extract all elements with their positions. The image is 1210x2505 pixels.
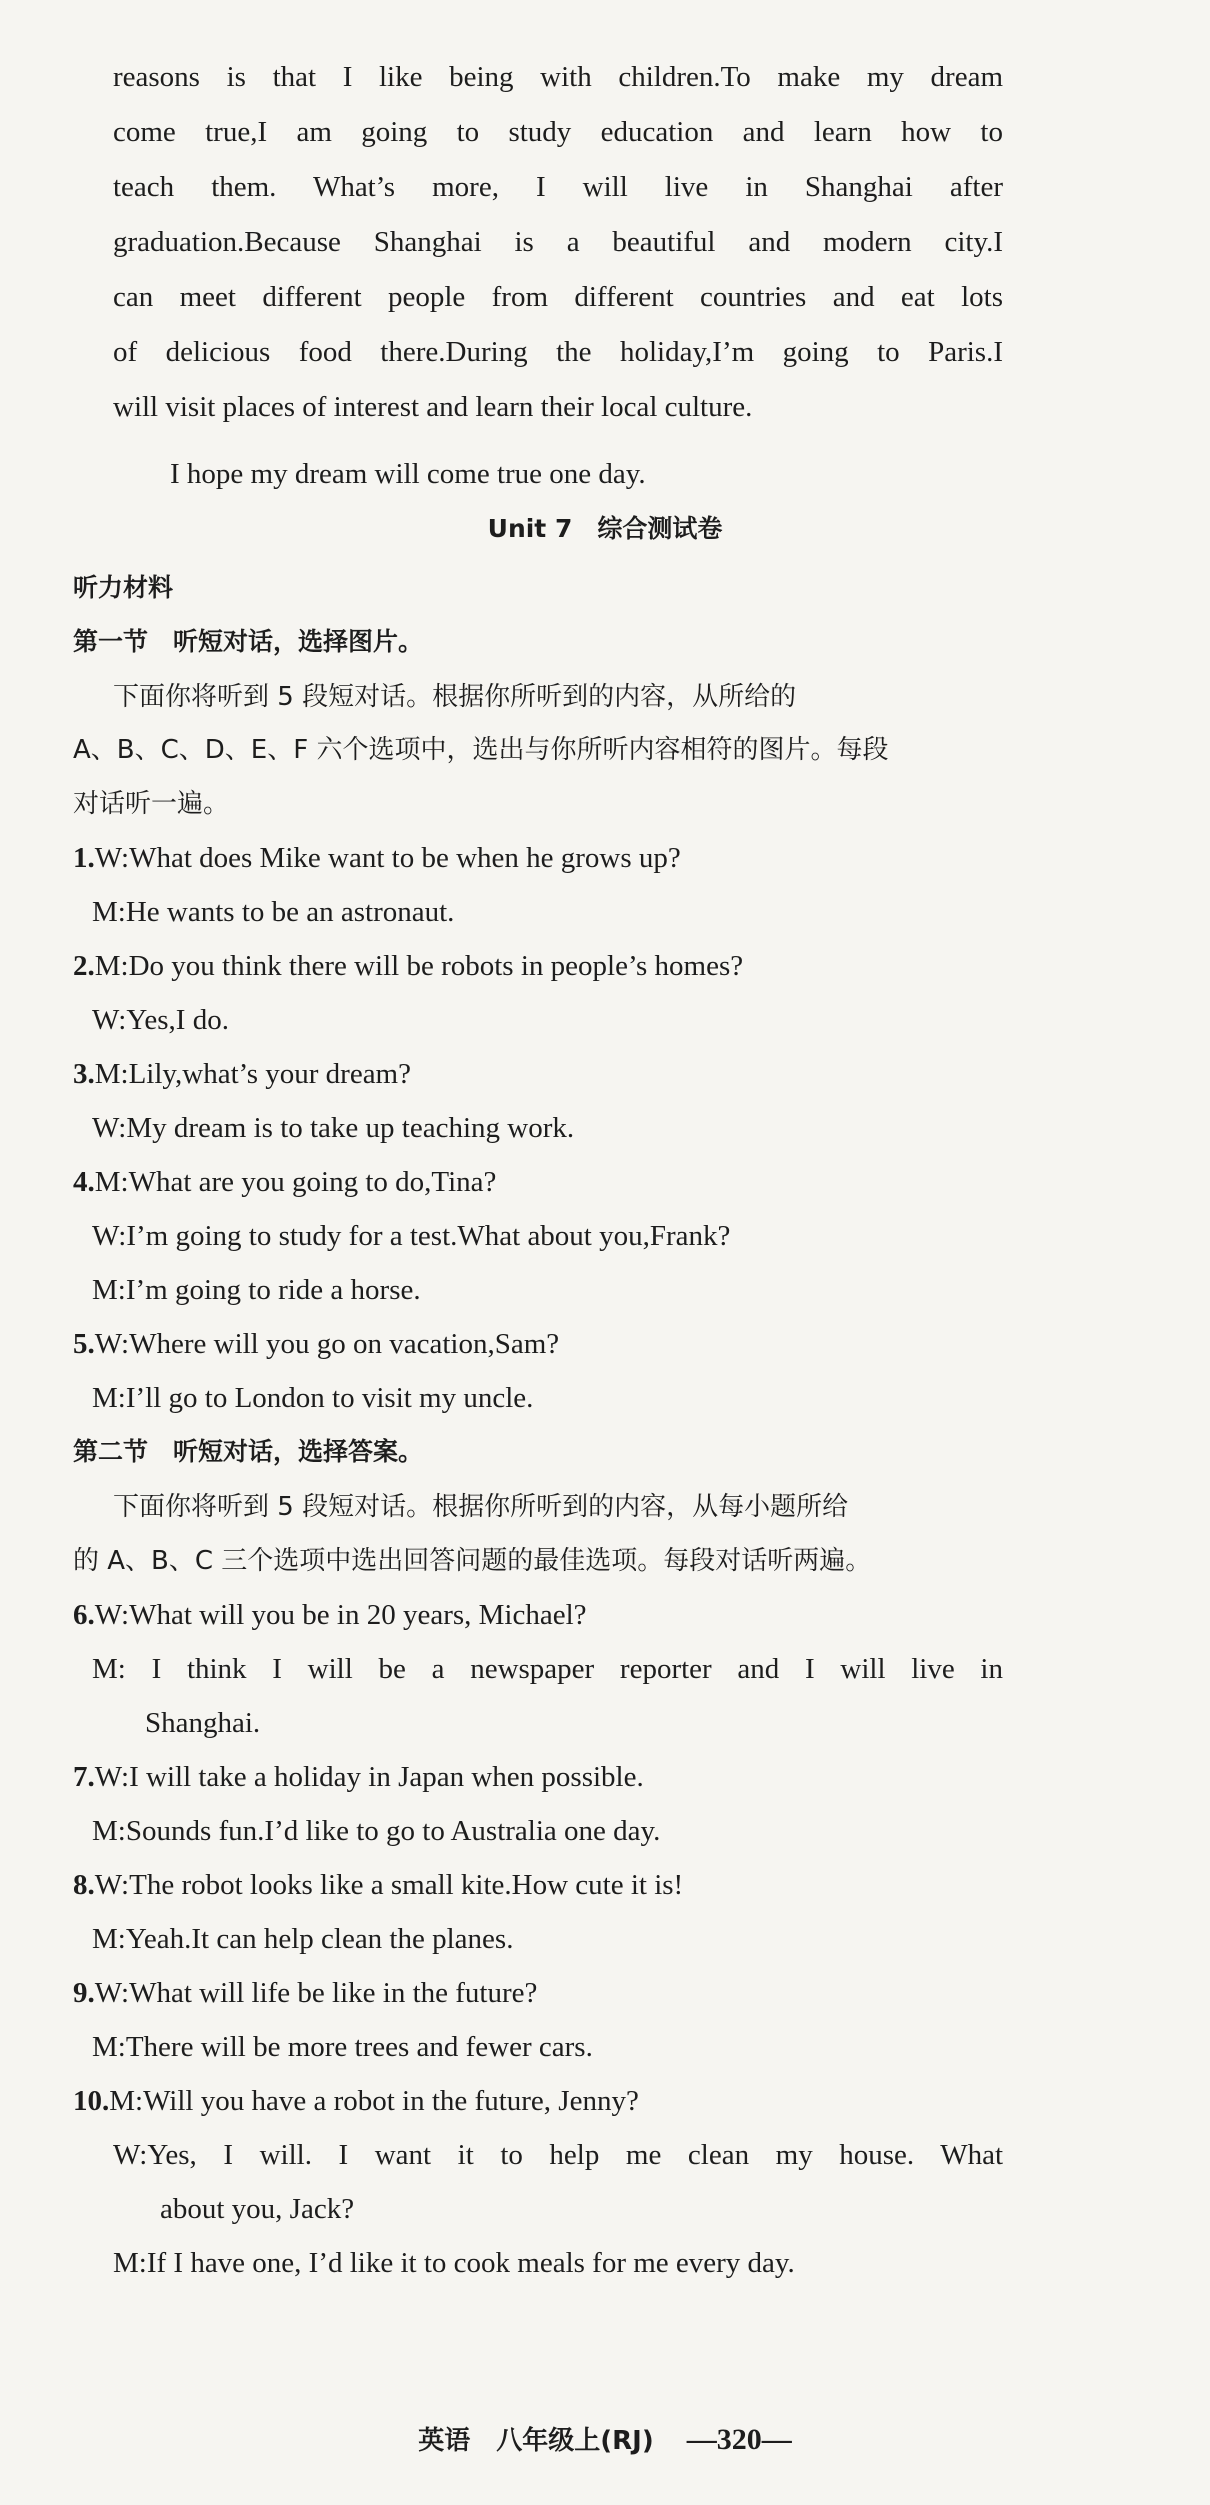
item-number: 1. (73, 842, 95, 874)
dialogue-line: W:Yes, I will. I want it to help me clean my house. What (113, 2139, 1003, 2171)
part1-instruction-line: A、B、C、D、E、F 六个选项中，选出与你所听内容相符的图片。每段 (73, 735, 889, 765)
item-number: 8. (73, 1869, 95, 1901)
essay-line: will visit places of interest and learn their local culture. (113, 391, 753, 423)
dialogue-line: M:What are you going to do,Tina? (94, 1166, 497, 1198)
dialogue-line: W:What does Mike want to be when he grows up? (94, 842, 681, 874)
dialogue-line: M:Yeah.It can help clean the planes. (92, 1923, 514, 1955)
dialogue-item (73, 1595, 587, 1635)
dialogue-line: M:Lily,what’s your dream? (94, 1058, 411, 1090)
dialogue-line: about you, Jack? (160, 2193, 355, 2225)
part1-title: 第一节 听短对话，选择图片。 (73, 627, 424, 656)
dialogue-item (73, 1054, 411, 1094)
part2-instruction-line: 下面你将听到 5 段短对话。根据你所听到的内容，从每小题所给 (113, 1492, 849, 1522)
section-label: 听力材料 (73, 573, 174, 602)
unit-title: Unit 7 综合测试卷 (487, 514, 723, 543)
essay-line: reasons is that I like being with children.To make my dream (113, 61, 1003, 93)
essay-closing: I hope my dream will come true one day. (170, 458, 646, 490)
dialogue-item (73, 1162, 496, 1202)
dialogue-item (73, 1324, 559, 1364)
dialogue-item (73, 1757, 644, 1797)
dialogue-line: M:I’ll go to London to visit my uncle. (92, 1382, 534, 1414)
dialogue-wrap (92, 1642, 1003, 1697)
essay-line: can meet different people from different countries and eat lots (113, 281, 1003, 313)
dialogue-line: W:Where will you go on vacation,Sam? (94, 1328, 560, 1360)
essay-line: graduation.Because Shanghai is a beautiful and modern city.I (113, 226, 1003, 258)
essay-paragraph (113, 50, 1003, 435)
part1-instruction-line: 下面你将听到 5 段短对话。根据你所听到的内容，从所给的 (113, 682, 797, 712)
essay-line: come true,I am going to study education and learn how to (113, 116, 1003, 148)
dialogue-item (73, 2081, 639, 2121)
page-footer (0, 2420, 1210, 2457)
dialogue-line: W:Yes,I do. (92, 1004, 229, 1036)
essay-line: teach them. What’s more, I will live in Shanghai after (113, 171, 1003, 203)
dialogue-line: M:There will be more trees and fewer cars. (92, 2031, 593, 2063)
part2-title: 第二节 听短对话，选择答案。 (73, 1437, 424, 1466)
dialogue-line: M:Will you have a robot in the future, Jenny? (109, 2085, 639, 2117)
dialogue-line: M:Do you think there will be robots in people’s homes? (94, 950, 744, 982)
dialogue-item (73, 946, 743, 986)
part1-instruction-line: 对话听一遍。 (73, 789, 230, 819)
dialogue-line: W:The robot looks like a small kite.How cute it is! (94, 1869, 684, 1901)
part2-instruction-line: 的 A、B、C 三个选项中选出回答问题的最佳选项。每段对话听两遍。 (73, 1546, 872, 1576)
item-number: 5. (73, 1328, 95, 1360)
item-number: 10. (73, 2085, 110, 2117)
item-number: 6. (73, 1599, 95, 1631)
item-number: 2. (73, 950, 95, 982)
dialogue-item (73, 838, 681, 878)
dialogue-item (73, 1865, 683, 1905)
footer-subject: 英语 八年级上(RJ) (418, 2426, 654, 2456)
item-number: 9. (73, 1977, 95, 2009)
dialogue-line: W:What will life be like in the future? (94, 1977, 538, 2009)
dialogue-line: W:My dream is to take up teaching work. (92, 1112, 575, 1144)
dialogue-wrap (113, 2128, 1003, 2183)
essay-line: of delicious food there.During the holiday,I’m going to Paris.I (113, 336, 1003, 368)
dialogue-line: W:What will you be in 20 years, Michael? (94, 1599, 587, 1631)
dialogue-line: M:If I have one, I’d like it to cook meals for me every day. (113, 2247, 795, 2279)
dialogue-line: Shanghai. (145, 1707, 261, 1739)
dialogue-line: M:I’m going to ride a horse. (92, 1274, 421, 1306)
dialogue-line: M:He wants to be an astronaut. (92, 896, 455, 928)
dialogue-line: W:I will take a holiday in Japan when possible. (94, 1761, 644, 1793)
page-number: —320— (686, 2423, 792, 2456)
item-number: 7. (73, 1761, 95, 1793)
dialogue-line: M:Sounds fun.I’d like to go to Australia one day. (92, 1815, 661, 1847)
dialogue-line: M: I think I will be a newspaper reporter and I will live in (92, 1653, 1003, 1685)
item-number: 4. (73, 1166, 95, 1198)
dialogue-line: W:I’m going to study for a test.What about you,Frank? (92, 1220, 731, 1252)
item-number: 3. (73, 1058, 95, 1090)
dialogue-item (73, 1973, 537, 2013)
